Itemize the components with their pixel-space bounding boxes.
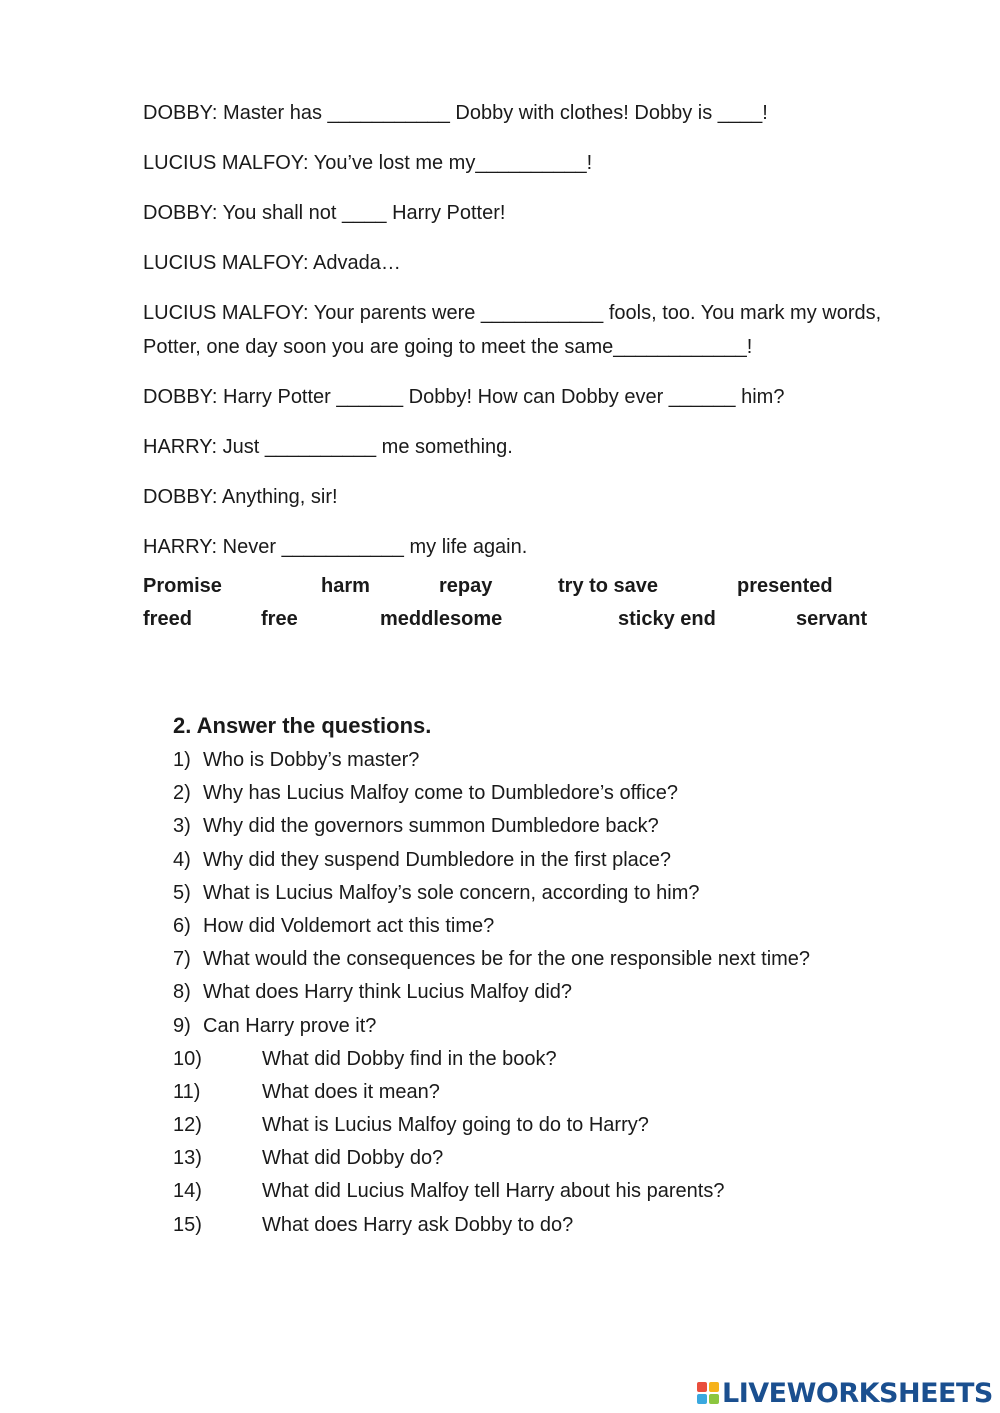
word-bank-item: servant: [796, 608, 868, 630]
question-item: [173, 810, 933, 843]
question-number: 2): [173, 782, 191, 805]
questions-section: [173, 708, 933, 1242]
question-text: What is Lucius Malfoy’s sole concern, according to him?: [203, 881, 700, 904]
question-number: 4): [173, 848, 191, 871]
question-text: Why did they suspend Dumbledore in the first place?: [203, 848, 672, 871]
question-text: What did Dobby do?: [262, 1147, 444, 1170]
dialogue-line: HARRY: Just __________ me something.: [143, 436, 513, 458]
question-text: Why has Lucius Malfoy come to Dumbledore’s office?: [203, 782, 679, 805]
question-text: What would the consequences be for the one responsible next time?: [203, 948, 811, 971]
word-bank: [143, 575, 923, 641]
dialogue-line: DOBBY: You shall not ____ Harry Potter!: [143, 202, 506, 224]
dialogue-line: HARRY: Never ___________ my life again.: [143, 536, 528, 558]
question-number: 14): [173, 1180, 202, 1203]
question-item: [173, 1010, 933, 1043]
word-bank-item: free: [261, 608, 298, 630]
word-bank-item: Promise: [143, 575, 222, 597]
question-item: [173, 1142, 933, 1175]
word-bank-item: presented: [737, 575, 833, 597]
word-bank-item: try to save: [558, 575, 659, 597]
question-text: Why did the governors summon Dumbledore back?: [203, 815, 659, 838]
question-item: [173, 910, 933, 943]
question-text: Who is Dobby’s master?: [203, 749, 420, 771]
question-number: 6): [173, 914, 191, 937]
question-item: [173, 1209, 933, 1242]
question-item: [173, 844, 933, 877]
question-item: [173, 943, 933, 976]
question-item: [173, 1043, 933, 1076]
dialogue-line: LUCIUS MALFOY: Your parents were ___________ fools, too. You mark my words, Potter, one day soon you are going to meet the same____________!: [143, 302, 887, 358]
question-text: Can Harry prove it?: [203, 1014, 377, 1037]
liveworksheets-logo: [697, 1377, 993, 1409]
question-number: 5): [173, 881, 191, 904]
question-text: What did Dobby find in the book?: [262, 1047, 557, 1070]
dialogue-line: DOBBY: Master has ___________ Dobby with clothes! Dobby is ____!: [143, 102, 768, 124]
dialogue-exercise: [143, 96, 943, 580]
question-text: What does Harry ask Dobby to do?: [262, 1213, 574, 1236]
dialogue-line: LUCIUS MALFOY: Advada…: [143, 252, 401, 274]
question-item: [173, 777, 933, 810]
question-number: 1): [173, 749, 191, 771]
question-item: [173, 1175, 933, 1208]
question-text: What is Lucius Malfoy going to do to Harry?: [262, 1114, 649, 1137]
question-number: 7): [173, 948, 191, 971]
logo-tile: [697, 1382, 707, 1392]
question-text: What does it mean?: [262, 1080, 440, 1103]
dialogue-line: DOBBY: Anything, sir!: [143, 486, 338, 508]
word-bank-item: repay: [439, 575, 493, 597]
question-text: How did Voldemort act this time?: [203, 914, 495, 937]
question-item: [173, 976, 933, 1009]
question-text: What did Lucius Malfoy tell Harry about his parents?: [262, 1180, 725, 1203]
word-bank-item: freed: [143, 608, 192, 630]
question-number: 13): [173, 1147, 202, 1170]
word-bank-item: sticky end: [618, 608, 716, 630]
word-bank-row: [143, 608, 923, 641]
question-number: 15): [173, 1213, 202, 1236]
question-number: 8): [173, 981, 191, 1004]
question-number: 9): [173, 1014, 191, 1037]
section-title: 2. Answer the questions.: [173, 713, 432, 738]
word-bank-item: meddlesome: [380, 608, 503, 630]
question-item: [173, 744, 933, 777]
question-item: [173, 1076, 933, 1109]
word-bank-row: [143, 575, 923, 608]
question-item: [173, 1109, 933, 1142]
dialogue-line: LUCIUS MALFOY: You’ve lost me my__________!: [143, 152, 593, 174]
logo-text: LIVEWORKSHEETS: [722, 1377, 993, 1409]
logo-tile: [709, 1382, 719, 1392]
question-number: 10): [173, 1047, 202, 1070]
liveworksheets-logo-icon: [697, 1382, 719, 1404]
question-item: [173, 877, 933, 910]
dialogue-line: DOBBY: Harry Potter ______ Dobby! How can Dobby ever ______ him?: [143, 386, 785, 408]
question-number: 12): [173, 1114, 202, 1137]
question-text: What does Harry think Lucius Malfoy did?: [203, 981, 573, 1004]
logo-tile: [709, 1394, 719, 1404]
logo-tile: [697, 1394, 707, 1404]
word-bank-item: harm: [321, 575, 370, 597]
question-number: 11): [173, 1080, 201, 1103]
question-number: 3): [173, 815, 191, 838]
